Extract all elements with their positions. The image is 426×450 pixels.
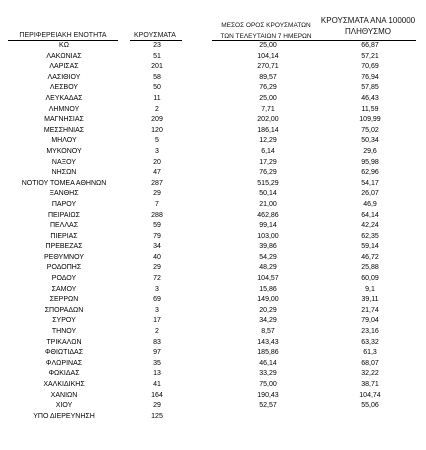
table-row — [0, 348, 426, 359]
cell-avg7: 54,29 — [259, 253, 277, 261]
cell-per100k: 68,07 — [361, 359, 379, 367]
cell-avg7: 89,57 — [259, 73, 277, 81]
cell-per100k: 57,85 — [361, 84, 379, 92]
cell-region: ΠΡΕΒΕΖΑΣ — [45, 243, 83, 251]
cell-region: ΣΕΡΡΩΝ — [49, 296, 79, 304]
cell-cases: 35 — [153, 359, 161, 367]
cell-region: ΠΕΛΛΑΣ — [49, 222, 79, 230]
cell-avg7: 104,57 — [257, 275, 279, 283]
cell-cases: 58 — [153, 73, 161, 81]
cell-region: ΦΛΩΡΙΝΑΣ — [45, 359, 83, 367]
cell-region: ΥΠΟ ΔΙΕΡΕΥΝΗΣΗ — [33, 412, 95, 420]
cell-avg7: 46,14 — [259, 359, 277, 367]
table-row — [0, 41, 426, 52]
table-row — [0, 221, 426, 232]
cell-per100k: 59,14 — [361, 243, 379, 251]
cell-avg7: 50,14 — [259, 190, 277, 198]
table-row — [0, 136, 426, 147]
table-row — [0, 147, 426, 158]
cell-per100k: 64,14 — [361, 211, 379, 219]
cell-avg7: 7,71 — [261, 105, 275, 113]
table-body — [0, 41, 426, 422]
cell-region: ΝΗΣΩΝ — [51, 169, 77, 177]
cell-avg7: 33,29 — [259, 370, 277, 378]
cell-per100k: 66,87 — [361, 42, 379, 49]
cell-region: ΜΥΚΟΝΟΥ — [46, 147, 82, 155]
table-row — [0, 274, 426, 285]
table-row — [0, 105, 426, 116]
cell-cases: 125 — [151, 412, 163, 420]
cell-region: ΛΑΚΩΝΙΑΣ — [46, 52, 82, 60]
cell-per100k: 60,09 — [361, 275, 379, 283]
cell-cases: 288 — [151, 211, 163, 219]
cell-cases: 83 — [153, 338, 161, 346]
cell-per100k: 29,6 — [363, 147, 377, 155]
cell-avg7: 103,00 — [257, 232, 279, 240]
table-row — [0, 327, 426, 338]
cell-cases: 287 — [151, 179, 163, 187]
cell-region: ΡΟΔΟΠΗΣ — [46, 264, 82, 272]
table-row — [0, 168, 426, 179]
cell-cases: 201 — [151, 63, 163, 71]
cell-region: ΧΑΛΚΙΔΙΚΗΣ — [43, 381, 85, 388]
table-row — [0, 94, 426, 105]
table-row — [0, 285, 426, 296]
cell-region: ΜΕΣΣΗΝΙΑΣ — [43, 126, 85, 134]
cell-per100k: 46,9 — [363, 200, 377, 208]
cell-per100k: 62,35 — [361, 232, 379, 240]
header-avg7-line1: ΜΕΣΟΣ ΟΡΟΣ ΚΡΟΥΣΜΑΤΩΝ — [221, 22, 311, 29]
cell-cases: 11 — [153, 94, 161, 102]
cell-avg7: 76,29 — [259, 84, 277, 92]
cell-cases: 2 — [155, 105, 159, 113]
table-row — [0, 369, 426, 380]
cell-avg7: 143,43 — [257, 338, 279, 346]
cell-avg7: 25,00 — [259, 42, 277, 49]
cell-avg7: 202,00 — [257, 116, 279, 124]
cell-cases: 5 — [155, 137, 159, 145]
table-row — [0, 200, 426, 211]
table-row — [0, 115, 426, 126]
table-row — [0, 242, 426, 253]
cell-avg7: 75,00 — [259, 381, 277, 388]
cell-cases: 17 — [153, 317, 161, 325]
cell-per100k: 75,02 — [361, 126, 379, 134]
cell-cases: 40 — [153, 253, 161, 261]
cell-region: ΜΗΛΟΥ — [51, 137, 77, 145]
cell-per100k: 57,21 — [361, 52, 379, 60]
table-row — [0, 52, 426, 63]
cell-avg7: 34,29 — [259, 317, 277, 325]
header-avg7-line2: ΤΩΝ ΤΕΛΕΥΤΑΙΩΝ 7 ΗΜΕΡΩΝ — [220, 33, 312, 40]
cell-per100k: 46,72 — [361, 253, 379, 261]
cell-per100k: 11,59 — [361, 105, 379, 113]
cell-cases: 2 — [155, 328, 159, 336]
table-row — [0, 179, 426, 190]
cell-per100k: 95,98 — [361, 158, 379, 166]
cell-per100k: 42,24 — [361, 222, 379, 230]
cell-avg7: 12,29 — [259, 137, 277, 145]
table-row — [0, 380, 426, 391]
header-region: ΠΕΡΙΦΕΡΕΙΑΚΗ ΕΝΟΤΗΤΑ — [19, 32, 107, 39]
cell-cases: 209 — [151, 116, 163, 124]
cell-avg7: 15,86 — [259, 285, 277, 293]
cell-per100k: 54,17 — [361, 179, 379, 187]
table-row — [0, 211, 426, 222]
table-row — [0, 232, 426, 243]
cell-cases: 41 — [153, 381, 161, 388]
cell-region: ΡΟΔΟΥ — [51, 275, 77, 283]
cell-region: ΛΕΥΚΑΔΑΣ — [45, 94, 83, 102]
cell-avg7: 8,57 — [261, 328, 275, 336]
cell-avg7: 185,86 — [257, 349, 279, 357]
cell-per100k: 79,04 — [361, 317, 379, 325]
cell-per100k: 39,11 — [361, 296, 379, 304]
cell-cases: 120 — [151, 126, 163, 134]
cell-cases: 69 — [153, 296, 161, 304]
table-row — [0, 263, 426, 274]
cell-avg7: 48,29 — [259, 264, 277, 272]
cell-avg7: 190,43 — [257, 391, 279, 399]
cell-region: ΧΑΝΙΩΝ — [50, 391, 78, 399]
cell-cases: 7 — [155, 200, 159, 208]
cell-region: ΝΑΞΟΥ — [51, 158, 77, 166]
cell-cases: 164 — [151, 391, 163, 399]
table-row — [0, 83, 426, 94]
cell-per100k: 21,74 — [361, 306, 379, 314]
cell-region: ΤΗΝΟΥ — [51, 328, 77, 336]
cell-avg7: 6,14 — [261, 147, 275, 155]
cell-cases: 34 — [153, 243, 161, 251]
header-per100k — [318, 16, 418, 37]
cell-per100k: 62,96 — [361, 169, 379, 177]
table-row — [0, 316, 426, 327]
cell-avg7: 39,86 — [259, 243, 277, 251]
cell-region: ΛΑΡΙΣΑΣ — [49, 63, 79, 71]
header-avg7 — [212, 20, 320, 42]
cell-per100k: 46,43 — [361, 94, 379, 102]
cell-cases: 3 — [155, 306, 159, 314]
cell-region: ΤΡΙΚΑΛΩΝ — [46, 338, 82, 346]
cell-per100k: 23,16 — [361, 328, 379, 336]
cell-avg7: 186,14 — [257, 126, 279, 134]
cell-region: ΞΑΝΘΗΣ — [49, 190, 79, 198]
cell-region: ΠΑΡΟΥ — [51, 200, 77, 208]
cell-per100k: 50,34 — [361, 137, 379, 145]
cell-per100k: 61,3 — [363, 349, 377, 357]
cell-avg7: 76,29 — [259, 169, 277, 177]
cell-cases: 97 — [153, 349, 161, 357]
cell-cases: 50 — [153, 84, 161, 92]
cell-cases: 29 — [153, 190, 161, 198]
cell-per100k: 109,99 — [359, 116, 381, 124]
cell-per100k: 32,22 — [361, 370, 379, 378]
table-row — [0, 62, 426, 73]
cell-per100k: 104,74 — [359, 391, 381, 399]
cell-cases: 23 — [153, 42, 161, 49]
cell-avg7: 21,00 — [259, 200, 277, 208]
cell-per100k: 25,88 — [361, 264, 379, 272]
cell-avg7: 515,29 — [257, 179, 279, 187]
cell-avg7: 52,57 — [259, 402, 277, 410]
cell-region: ΛΗΜΝΟΥ — [48, 105, 80, 113]
cell-cases: 3 — [155, 285, 159, 293]
cell-cases: 59 — [153, 222, 161, 230]
cell-region: ΦΘΙΩΤΙΔΑΣ — [44, 349, 84, 357]
table-row — [0, 338, 426, 349]
cell-region: ΛΑΣΙΘΙΟΥ — [47, 73, 81, 81]
table-row — [0, 189, 426, 200]
cell-cases: 51 — [153, 52, 161, 60]
cell-per100k: 63,32 — [361, 338, 379, 346]
cell-cases: 29 — [153, 264, 161, 272]
cell-cases: 13 — [153, 370, 161, 378]
table-row — [0, 126, 426, 137]
cell-region: ΚΩ — [59, 42, 69, 49]
cell-avg7: 462,86 — [257, 211, 279, 219]
cell-per100k: 26,07 — [361, 190, 379, 198]
header-per100k-line1: ΚΡΟΥΣΜΑΤΑ ΑΝΑ 100000 — [320, 16, 416, 25]
cell-region: ΣΑΜΟΥ — [51, 285, 77, 293]
cell-region: ΧΙΟΥ — [55, 402, 73, 410]
cell-avg7: 99,14 — [259, 222, 277, 230]
cell-region: ΣΥΡΟΥ — [52, 317, 76, 325]
cell-region: ΛΕΣΒΟΥ — [49, 84, 79, 92]
table-row — [0, 412, 426, 423]
cell-cases: 29 — [153, 402, 161, 410]
cell-region: ΜΑΓΝΗΣΙΑΣ — [44, 116, 84, 124]
table-row — [0, 295, 426, 306]
cell-region: ΠΙΕΡΙΑΣ — [50, 232, 78, 240]
cell-avg7: 25,00 — [259, 94, 277, 102]
cell-avg7: 104,14 — [257, 52, 279, 60]
cell-per100k: 9,1 — [365, 285, 375, 293]
cell-per100k: 76,94 — [361, 73, 379, 81]
cell-cases: 20 — [153, 158, 161, 166]
table-row — [0, 306, 426, 317]
cell-region: ΣΠΟΡΑΔΩΝ — [44, 306, 84, 314]
cell-per100k: 55,06 — [361, 402, 379, 410]
cell-region: ΠΕΙΡΑΙΩΣ — [48, 211, 80, 219]
cell-per100k: 70,69 — [361, 63, 379, 71]
table-row — [0, 359, 426, 370]
table-row — [0, 391, 426, 402]
cell-cases: 79 — [153, 232, 161, 240]
table-row — [0, 401, 426, 412]
cell-cases: 3 — [155, 147, 159, 155]
cell-region: ΦΩΚΙΔΑΣ — [48, 370, 80, 378]
cell-cases: 47 — [153, 169, 161, 177]
cell-cases: 72 — [153, 275, 161, 283]
header-cases: ΚΡΟΥΣΜΑΤΑ — [134, 32, 176, 39]
cell-per100k: 38,71 — [361, 381, 379, 388]
header-per100k-line2: ΠΛΗΘΥΣΜΟ — [344, 26, 392, 36]
cell-avg7: 270,71 — [257, 63, 279, 71]
cell-region: ΡΕΘΥΜΝΟΥ — [43, 253, 84, 261]
cell-region: ΝΟΤΙΟΥ ΤΟΜΕΑ ΑΘΗΝΩΝ — [21, 179, 107, 187]
cell-avg7: 17,29 — [259, 158, 277, 166]
cell-avg7: 20,29 — [259, 306, 277, 314]
cell-avg7: 149,00 — [257, 296, 279, 304]
table-row — [0, 253, 426, 264]
table-row — [0, 73, 426, 84]
table-row — [0, 158, 426, 169]
